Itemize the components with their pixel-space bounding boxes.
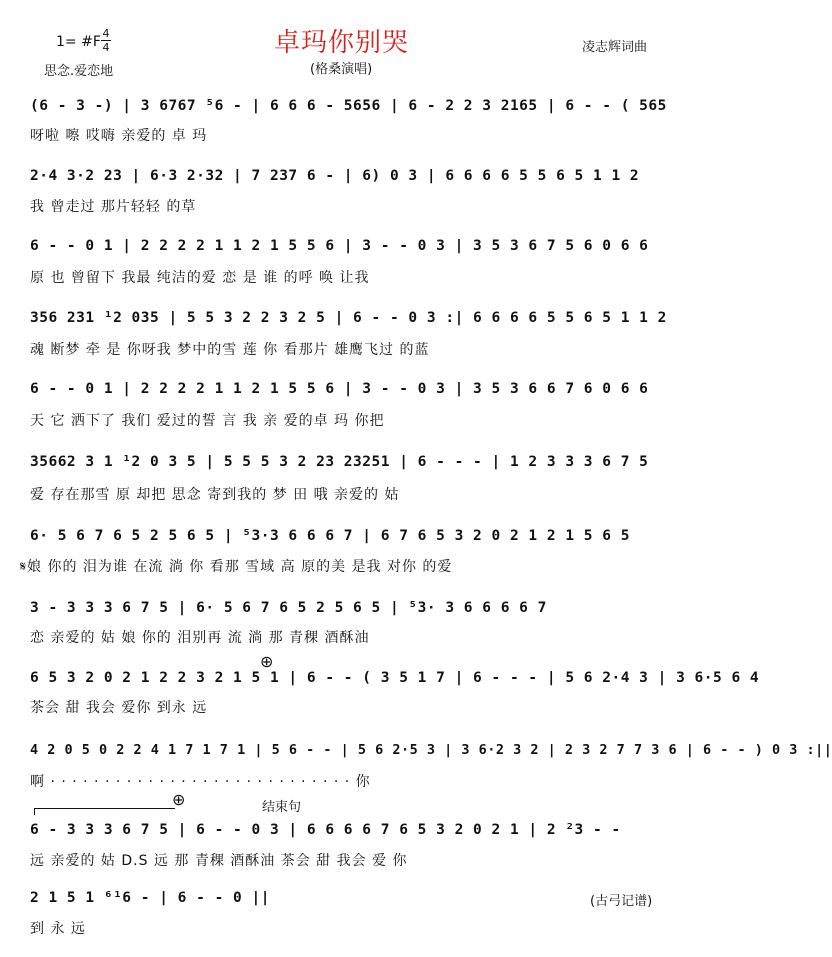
volta-bracket: [34, 808, 175, 815]
transcriber-credit: (古弓记谱): [590, 894, 653, 909]
song-title: 卓玛你别哭: [274, 28, 410, 58]
notes-line: 6 - 3 3 3 6 7 5 | 6 - - 0 3 | 6 6 6 6 7 6 5 3 2 0 2 1 | 2 ²3 - -: [30, 822, 621, 838]
lyrics-line: 到 永 远: [30, 921, 86, 937]
notes-line: 6· 5 6 7 6 5 2 5 6 5 | ⁵3·3 6 6 6 7 | 6 7 6 5 3 2 0 2 1 2 1 5 6 5: [30, 528, 630, 544]
lyrics-line: 茶会 甜 我会 爱你 到永 远: [30, 700, 208, 716]
notes-line: 6 - - 0 1 | 2 2 2 2 1 1 2 1 5 5 6 | 3 - - 0 3 | 3 5 3 6 7 5 6 0 6 6: [30, 238, 649, 254]
lyrics-line: 我 曾走过 那片轻轻 的草: [30, 199, 197, 215]
lyrics-line: 魂 断梦 牵 是 你呀我 梦中的雪 莲 你 看那片 雄鹰飞过 的蓝: [30, 342, 430, 358]
meter-bottom: 4: [102, 41, 110, 54]
time-signature: [101, 28, 111, 53]
coda-mark: ⊕: [260, 652, 274, 671]
lyrics-line: 远 亲爱的 姑 D.S 远 那 青稞 酒酥油 茶会 甜 我会 爱 你: [30, 853, 408, 869]
expression-marking: 思念.爱恋地: [44, 64, 114, 79]
notes-line: 2 1 5 1 ⁶¹6 - | 6 - - 0 ||: [30, 890, 270, 906]
lyrics-line: 恋 亲爱的 姑 娘 你的 泪别再 流 淌 那 青稞 酒酥油: [30, 630, 370, 646]
lyrics-line: 天 它 洒下了 我们 爱过的誓 言 我 亲 爱的卓 玛 你把: [30, 413, 385, 429]
ending-label: 结束句: [262, 800, 302, 815]
lyrics-line: 啊 · · · · · · · · · · · · · · · · · · · · · · · · · · · · 你: [30, 774, 371, 790]
coda-symbol: ⊕: [172, 790, 186, 809]
lyrics-line: 呀啦 嚓 哎嗨 亲爱的 卓 玛: [30, 128, 208, 144]
lyrics-line: 𝄋娘 你的 泪为谁 在流 淌 你 看那 雪域 高 原的美 是我 对你 的爱: [20, 559, 453, 575]
composer: 凌志辉词曲: [582, 40, 648, 55]
notes-line: 35662 3 1 ¹2 0 3 5 | 5 5 5 3 2 23 23251 | 6 - - - | 1 2 3 3 3 6 7 5: [30, 454, 649, 470]
singer: (格桑演唱): [310, 62, 373, 77]
notes-line: 4 2 0 5 0 2 2 4 1 7 1 7 1 | 5 6 - - | 5 6 2·5 3 | 3 6·2 3 2 | 2 3 2 7 7 3 6 | 6 - - ) 0 3 :||: [30, 742, 832, 758]
notes-line: 6 5 3 2 0 2 1 2 2 3 2 1 5 1 | 6 - - ( 3 5 1 7 | 6 - - - | 5 6 2·4 3 | 3 6·5 6 4: [30, 670, 760, 686]
notes-line: 3 - 3 3 3 6 7 5 | 6· 5 6 7 6 5 2 5 6 5 | ⁵3· 3 6 6 6 6 7: [30, 600, 547, 616]
key-signature: 1= #F: [56, 34, 101, 50]
lyrics-line: 爱 存在那雪 原 却把 思念 寄到我的 梦 田 哦 亲爱的 姑: [30, 487, 400, 503]
notes-line: 356 231 ¹2 035 | 5 5 3 2 2 3 2 5 | 6 - - 0 3 :| 6 6 6 6 5 5 6 5 1 1 2: [30, 310, 667, 326]
lyrics-line: 原 也 曾留下 我最 纯洁的爱 恋 是 谁 的呼 唤 让我: [30, 270, 370, 286]
notes-line: (6 - 3 -) | 3 6767 ⁵6 - | 6 6 6 - 5656 | 6 - 2 2 3 2165 | 6 - - ( 565: [30, 98, 667, 114]
notes-line: 2·4 3·2 23 | 6·3 2·32 | 7 237 6 - | 6) 0 3 | 6 6 6 6 5 5 6 5 1 1 2: [30, 168, 640, 184]
meter-top: 4: [102, 27, 110, 40]
notes-line: 6 - - 0 1 | 2 2 2 2 1 1 2 1 5 5 6 | 3 - - 0 3 | 3 5 3 6 6 7 6 0 6 6: [30, 381, 649, 397]
